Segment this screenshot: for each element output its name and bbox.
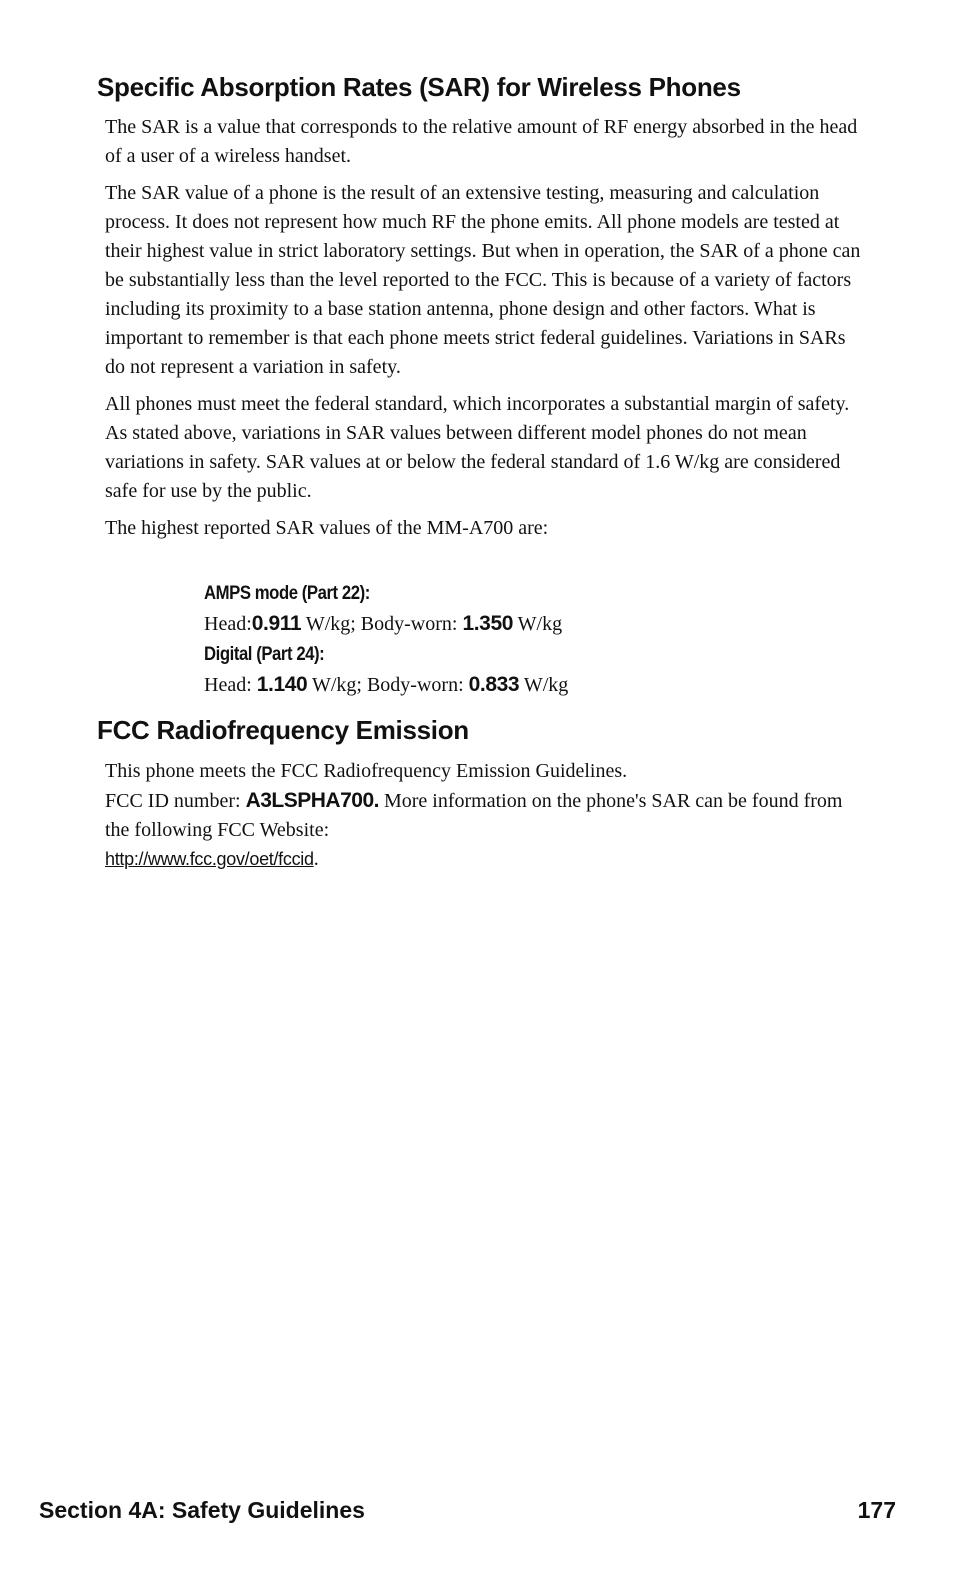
- amps-unit-separator: W/kg; Body-worn:: [305, 613, 458, 635]
- sar-body: [105, 113, 870, 551]
- fcc-id-suffix: More information on the phone's SAR can be found from the following FCC Website:: [105, 790, 843, 841]
- digital-mode-values: [204, 670, 804, 700]
- amps-head-label: Head:: [204, 613, 252, 635]
- fcc-body: [105, 757, 870, 874]
- sar-paragraph-2: The SAR value of a phone is the result of an extensive testing, measuring and calculation process. It does not represent how much RF the phone emits. All phone models are tested at their highest value in strict laboratory settings. But when in operation, the SAR of a phone can be substantially less than the level reported to the FCC. This is because of a variety of factors including its proximity to a base station antenna, phone design and other factors. What is important to remember is that each phone meets strict federal guidelines. Variations in SARs do not represent a variation in safety.: [105, 182, 861, 378]
- digital-body-value: 0.833: [468, 673, 520, 696]
- fcc-link-suffix: .: [313, 848, 319, 870]
- fcc-id-value: A3LSPHA700.: [245, 789, 379, 812]
- amps-mode-title: AMPS mode (Part 22):: [204, 583, 370, 604]
- amps-body-value: 1.350: [462, 612, 514, 635]
- sar-heading: Specific Absorption Rates (SAR) for Wireless Phones: [97, 72, 741, 102]
- amps-head-value: 0.911: [251, 612, 302, 635]
- digital-head-value: 1.140: [256, 673, 308, 696]
- amps-mode-values: [204, 609, 804, 639]
- sar-values-list: [204, 578, 804, 700]
- fcc-id-paragraph: [105, 786, 870, 845]
- digital-unit-separator: W/kg; Body-worn:: [311, 674, 464, 696]
- fcc-id-prefix: FCC ID number:: [105, 790, 246, 812]
- sar-paragraph-1: The SAR is a value that corresponds to the relative amount of RF energy absorbed in the head of a user of a wireless handset.: [105, 116, 858, 167]
- footer-page-number: 177: [857, 1497, 896, 1523]
- fcc-heading: FCC Radiofrequency Emission: [97, 715, 469, 745]
- fcc-website-link[interactable]: http://www.fcc.gov/oet/fccid: [105, 849, 314, 869]
- sar-paragraph-3: All phones must meet the federal standard, which incorporates a substantial margin of safety. As stated above, variations in SAR values between different model phones do not mean variations in safety. SAR values at or below the federal standard of 1.6 W/kg are considered safe for use by the public.: [105, 393, 850, 502]
- fcc-guidelines-line: This phone meets the FCC Radiofrequency Emission Guidelines.: [105, 760, 628, 782]
- digital-head-label: Head:: [204, 674, 257, 696]
- amps-unit: W/kg: [517, 613, 563, 635]
- amps-mode-label: [204, 578, 804, 609]
- footer-section-title: Section 4A: Safety Guidelines: [39, 1497, 365, 1523]
- sar-paragraph-4: The highest reported SAR values of the MM-A700 are:: [105, 517, 549, 539]
- digital-mode-label: [204, 639, 804, 670]
- digital-mode-title: Digital (Part 24):: [204, 644, 325, 665]
- digital-unit: W/kg: [523, 674, 569, 696]
- fcc-link-line: [105, 845, 870, 874]
